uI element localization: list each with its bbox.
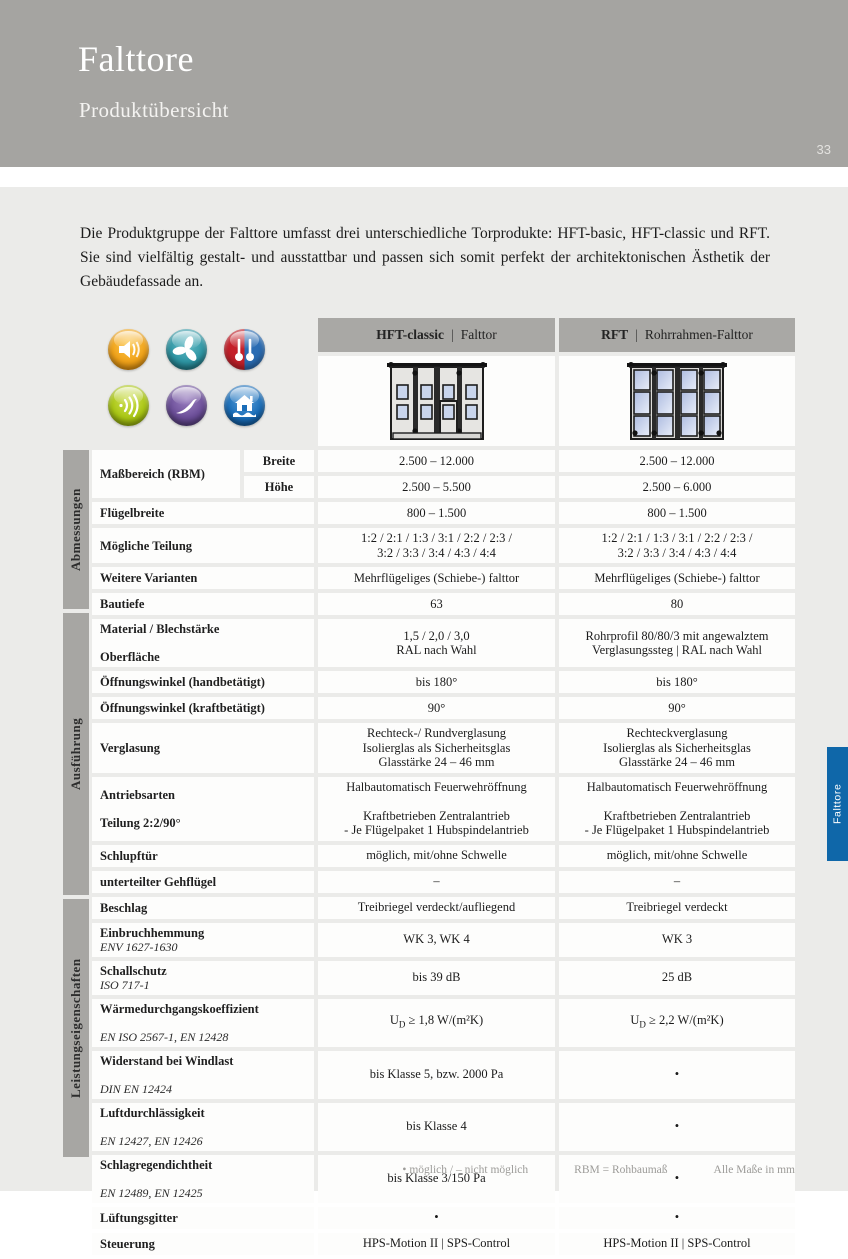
separator: | <box>451 327 454 342</box>
value-cell-hft-classic: 90° <box>318 697 555 719</box>
table-row <box>92 923 795 957</box>
table-subrow <box>244 476 795 498</box>
row-label: Lüftungsgitter <box>92 1207 314 1229</box>
row-label: Schlagregendichtheit EN 12489, EN 12425 <box>92 1155 314 1203</box>
table-row <box>92 450 795 498</box>
table-row <box>92 845 795 867</box>
value-cell-rft: 2.500 – 6.000 <box>559 476 795 498</box>
value-cell-rft: • <box>559 1155 795 1203</box>
chapter-side-tab: Falttore <box>827 747 848 861</box>
table-row <box>92 528 795 563</box>
table-row <box>92 697 795 719</box>
row-label: Öffnungswinkel (kraftbetätigt) <box>92 697 314 719</box>
value-cell-hft-classic: Treibriegel verdeckt/aufliegend <box>318 897 555 919</box>
value-cell-rft: Halbautomatisch Feuerwehröffnung Kraftbetrieben Zentralantrieb - Je Flügelpaket 1 Hubspindelantrieb <box>559 777 795 841</box>
thermometer-hot-cold-icon <box>224 329 265 370</box>
product-name: HFT-classic <box>376 327 445 342</box>
row-label: Wärmedurchgangskoeffizient EN ISO 2567-1, EN 12428 <box>92 999 314 1047</box>
value-cell-rft: Mehrflügeliges (Schiebe-) falttor <box>559 567 795 589</box>
table-row <box>92 502 795 524</box>
table-subrow <box>244 450 795 472</box>
table-row <box>92 567 795 589</box>
sound-waves-icon <box>108 385 149 426</box>
value-cell-rft: HPS-Motion II | SPS-Control <box>559 1233 795 1255</box>
value-cell-rft: • <box>559 1103 795 1151</box>
value-cell-rft: 2.500 – 12.000 <box>559 450 795 472</box>
row-label: Einbruchhemmung ENV 1627-1630 <box>92 923 314 957</box>
row-label: Weitere Varianten <box>92 567 314 589</box>
table-row <box>92 1233 795 1255</box>
intro-paragraph: Die Produktgruppe der Falttore umfasst drei unterschiedliche Torprodukte: HFT-basic, HFT-classic und RFT. Sie sind vielfältig gestalt- und ausstattbar und passen sich somit perfekt der architektonischen Ästhetik der Gebäudefassade an. <box>80 225 770 291</box>
sub-label: Breite <box>244 450 314 472</box>
value-cell-hft-classic: bis Klasse 4 <box>318 1103 555 1151</box>
footer-legend <box>318 1164 795 1176</box>
value-cell-rft: 80 <box>559 593 795 615</box>
row-label: Öffnungswinkel (handbetätigt) <box>92 671 314 693</box>
air-draft-icon <box>166 385 207 426</box>
row-label: unterteilter Gehflügel <box>92 871 314 893</box>
value-cell-hft-classic: bis 39 dB <box>318 961 555 995</box>
value-cell-hft-classic: Rechteck-/ Rundverglasung Isolierglas als Sicherheitsglas Glasstärke 24 – 46 mm <box>318 723 555 773</box>
separator: | <box>635 327 638 342</box>
property-icons <box>108 329 268 426</box>
value-cell-rft: 1:2 / 2:1 / 1:3 / 3:1 / 2:2 / 2:3 / 3:2 / 3:3 / 3:4 / 4:3 / 4:4 <box>559 528 795 563</box>
table-row <box>92 1051 795 1099</box>
value-cell-hft-classic: 2.500 – 12.000 <box>318 450 555 472</box>
table-row <box>92 777 795 841</box>
column-header-hft-classic <box>318 318 555 352</box>
value-cell-hft-classic: 63 <box>318 593 555 615</box>
value-cell-hft-classic: HPS-Motion II | SPS-Control <box>318 1233 555 1255</box>
row-label: Mögliche Teilung <box>92 528 314 563</box>
table-row <box>92 671 795 693</box>
table-row <box>92 1155 795 1203</box>
page-subtitle: Produktübersicht <box>79 98 229 122</box>
section-label-abmessungen: Abmessungen <box>63 450 89 609</box>
table-row <box>92 619 795 667</box>
section-label-ausfuehrung: Ausführung <box>63 613 89 895</box>
value-cell-rft: • <box>559 1207 795 1229</box>
fan-icon <box>166 329 207 370</box>
row-label: Verglasung <box>92 723 314 773</box>
value-cell-hft-classic: 2.500 – 5.500 <box>318 476 555 498</box>
value-cell-hft-classic: bis Klasse 3/150 Pa <box>318 1155 555 1203</box>
table-row <box>92 1207 795 1229</box>
product-descriptor: Falttor <box>460 327 497 342</box>
row-label: Material / Blechstärke Oberfläche <box>92 619 314 667</box>
table-row <box>92 593 795 615</box>
row-label: Luftdurchlässigkeit EN 12427, EN 12426 <box>92 1103 314 1151</box>
table-rows <box>92 450 795 1259</box>
column-header-rft <box>559 318 795 352</box>
value-cell-rft: • <box>559 1051 795 1099</box>
value-cell-hft-classic: bis 180° <box>318 671 555 693</box>
value-cell-rft: möglich, mit/ohne Schwelle <box>559 845 795 867</box>
sub-label: Höhe <box>244 476 314 498</box>
speaker-icon <box>108 329 149 370</box>
measure-subrows <box>244 450 795 498</box>
table-row <box>92 961 795 995</box>
value-cell-rft: $U_D \ge 2,2$ W/(m²K) <box>559 999 795 1047</box>
row-label: Maßbereich (RBM) <box>92 450 240 498</box>
table-row <box>92 897 795 919</box>
product-name: RFT <box>601 327 629 342</box>
value-cell-rft: bis 180° <box>559 671 795 693</box>
value-cell-rft: – <box>559 871 795 893</box>
value-cell-hft-classic: möglich, mit/ohne Schwelle <box>318 845 555 867</box>
value-cell-rft: 25 dB <box>559 961 795 995</box>
value-cell-rft: Rechteckverglasung Isolierglas als Sicherheitsglas Glasstärke 24 – 46 mm <box>559 723 795 773</box>
product-descriptor: Rohrrahmen-Falttor <box>644 327 753 342</box>
row-label: Beschlag <box>92 897 314 919</box>
table-row <box>92 871 795 893</box>
value-cell-hft-classic: Halbautomatisch Feuerwehröffnung Kraftbetrieben Zentralantrieb - Je Flügelpaket 1 Hubspindelantrieb <box>318 777 555 841</box>
value-cell-hft-classic: 800 – 1.500 <box>318 502 555 524</box>
row-label: Schallschutz ISO 717-1 <box>92 961 314 995</box>
table-row <box>92 999 795 1047</box>
rft-door-image <box>559 356 795 446</box>
table-row <box>92 1103 795 1151</box>
value-cell-hft-classic: • <box>318 1207 555 1229</box>
table-row <box>92 723 795 773</box>
value-cell-rft: Rohrprofil 80/80/3 mit angewalztem Verglasungssteg | RAL nach Wahl <box>559 619 795 667</box>
value-cell-hft-classic: – <box>318 871 555 893</box>
value-cell-hft-classic: 1,5 / 2,0 / 3,0 RAL nach Wahl <box>318 619 555 667</box>
hft-classic-door-image <box>318 356 555 446</box>
page-header <box>0 0 848 167</box>
value-cell-hft-classic: $U_D \ge 1,8$ W/(m²K) <box>318 999 555 1047</box>
row-label: Steuerung <box>92 1233 314 1255</box>
value-cell-hft-classic: WK 3, WK 4 <box>318 923 555 957</box>
row-label: Widerstand bei Windlast DIN EN 12424 <box>92 1051 314 1099</box>
legend-possible: • möglich / – nicht möglich <box>402 1164 529 1176</box>
house-flood-icon <box>224 385 265 426</box>
row-label: Flügelbreite <box>92 502 314 524</box>
legend-rbm: RBM = Rohbaumaß <box>574 1164 668 1176</box>
value-cell-hft-classic: 1:2 / 2:1 / 1:3 / 3:1 / 2:2 / 2:3 / 3:2 / 3:3 / 3:4 / 4:3 / 4:4 <box>318 528 555 563</box>
header-divider <box>0 167 848 187</box>
value-cell-hft-classic: bis Klasse 5, bzw. 2000 Pa <box>318 1051 555 1099</box>
value-cell-rft: WK 3 <box>559 923 795 957</box>
value-cell-rft: 800 – 1.500 <box>559 502 795 524</box>
page-title: Falttore <box>78 39 194 79</box>
value-cell-hft-classic: Mehrflügeliges (Schiebe-) falttor <box>318 567 555 589</box>
legend-units: Alle Maße in mm <box>713 1164 795 1176</box>
section-label-leistungseigenschaften: Leistungseigenschaften <box>63 899 89 1157</box>
value-cell-rft: Treibriegel verdeckt <box>559 897 795 919</box>
row-label: Schlupftür <box>92 845 314 867</box>
row-label: Bautiefe <box>92 593 314 615</box>
value-cell-rft: 90° <box>559 697 795 719</box>
page-number: 33 <box>816 142 831 157</box>
row-label: Antriebsarten Teilung 2:2/90° <box>92 777 314 841</box>
